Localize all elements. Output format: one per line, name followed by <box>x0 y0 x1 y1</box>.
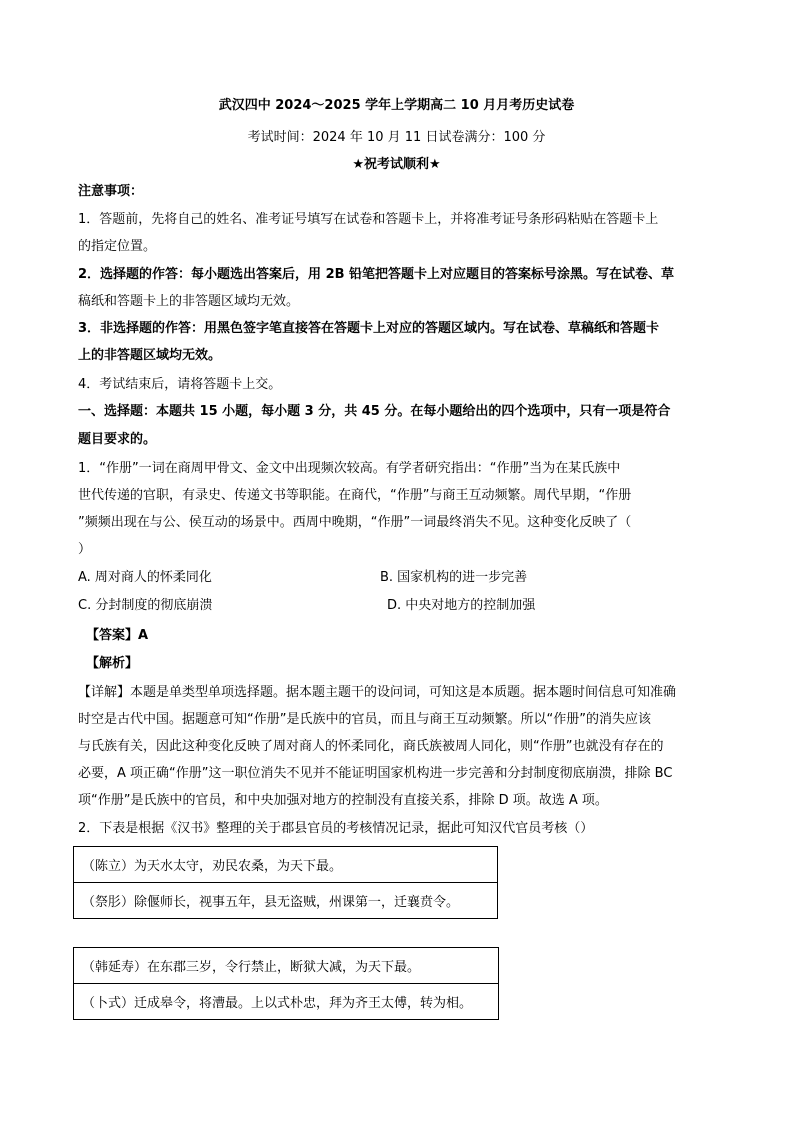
question-1-stem: ） <box>78 542 92 557</box>
record-table-2 <box>73 947 499 1020</box>
notice-line: 上的非答题区域均无效。 <box>78 348 222 363</box>
notice-line: 的指定位置。 <box>78 239 157 254</box>
exam-title: 武汉四中 2024～2025 学年上学期高二 10 月月考历史试卷 <box>218 98 575 113</box>
record-table-1 <box>73 846 498 919</box>
notice-line: 稿纸和答题卡上的非答题区域均无效。 <box>78 294 300 309</box>
section-heading: 一、选择题：本题共 15 小题，每小题 3 分，共 45 分。在每小题给出的四个选项中，只有一项是符合 <box>78 404 671 419</box>
notice-heading: 注意事项： <box>78 184 144 199</box>
question-2-stem: 2．下表是根据《汉书》整理的关于郡县官员的考核情况记录，据此可知汉代官员考核（） <box>78 821 594 836</box>
analysis-line: 【详解】本题是单类型单项选择题。据本题主题干的设问词，可知这是本质题。据本题时间信息可知准确 <box>78 685 677 700</box>
notice-line: 4．考试结束后，请将答题卡上交。 <box>78 377 282 392</box>
blessing-text: ★祝考试顺利★ <box>352 157 441 172</box>
table-row <box>74 883 498 919</box>
option-b: B. 国家机构的进一步完善 <box>380 570 528 585</box>
table-cell: （韩延寿）在东郡三岁，令行禁止，断狱大减，为天下最。 <box>74 948 499 984</box>
question-1-stem: ”频频出现在与公、侯互动的场景中。西周中晚期，“作册”一词最终消失不见。这种变化反映了（ <box>78 515 632 530</box>
table-cell: （祭肜）除偃师长，视事五年，县无盗贼，州课第一，迁襄贲令。 <box>74 883 498 919</box>
question-1-stem: 世代传递的官职，有录史、传递文书等职能。在商代，“作册”与商王互动频繁。周代早期，“作册 <box>78 488 632 503</box>
option-c: C. 分封制度的彻底崩溃 <box>78 598 213 613</box>
notice-line: 3．非选择题的作答：用黑色签字笔直接答在答题卡上对应的答题区域内。写在试卷、草稿纸和答题卡 <box>78 321 660 336</box>
table-row <box>74 847 498 883</box>
question-1-stem: 1．“作册”一词在商周甲骨文、金文中出现频次较高。有学者研究指出：“作册”当为在某氏族中 <box>78 461 621 476</box>
table-cell: （陈立）为天水太守，劝民农桑，为天下最。 <box>74 847 498 883</box>
notice-line: 2．选择题的作答：每小题选出答案后，用 2B 铅笔把答题卡上对应题目的答案标号涂黑。写在试卷、草 <box>78 267 675 282</box>
option-a: A. 周对商人的怀柔同化 <box>78 570 212 585</box>
notice-line: 1．答题前，先将自己的姓名、准考证号填写在试卷和答题卡上，并将准考证号条形码粘贴在答题卡上 <box>78 212 659 227</box>
exam-info: 考试时间：2024 年 10 月 11 日试卷满分：100 分 <box>247 130 546 145</box>
table-cell: （卜式）迁成皋令，将漕最。上以式朴忠，拜为齐王太傅，转为相。 <box>74 984 499 1020</box>
analysis-label: 【解析】 <box>86 656 139 671</box>
section-heading: 题目要求的。 <box>78 432 157 447</box>
analysis-line: 与氏族有关，因此这种变化反映了周对商人的怀柔同化，商氏族被周人同化，则“作册”也就没有存在的 <box>78 739 664 754</box>
analysis-line: 必要，A 项正确“作册”这一职位消失不见并不能证明国家机构进一步完善和分封制度彻底崩溃，排除 BC <box>78 766 673 781</box>
answer-label: 【答案】A <box>86 628 149 643</box>
table-row <box>74 984 499 1020</box>
analysis-line: 项“作册”是氏族中的官员，和中央加强对地方的控制没有直接关系，排除 D 项。故选 A 项。 <box>78 793 608 808</box>
table-row <box>74 948 499 984</box>
analysis-line: 时空是古代中国。据题意可知“作册”是氏族中的官员，而且与商王互动频繁。所以“作册”的消失应该 <box>78 712 651 727</box>
option-d: D. 中央对地方的控制加强 <box>387 598 536 613</box>
